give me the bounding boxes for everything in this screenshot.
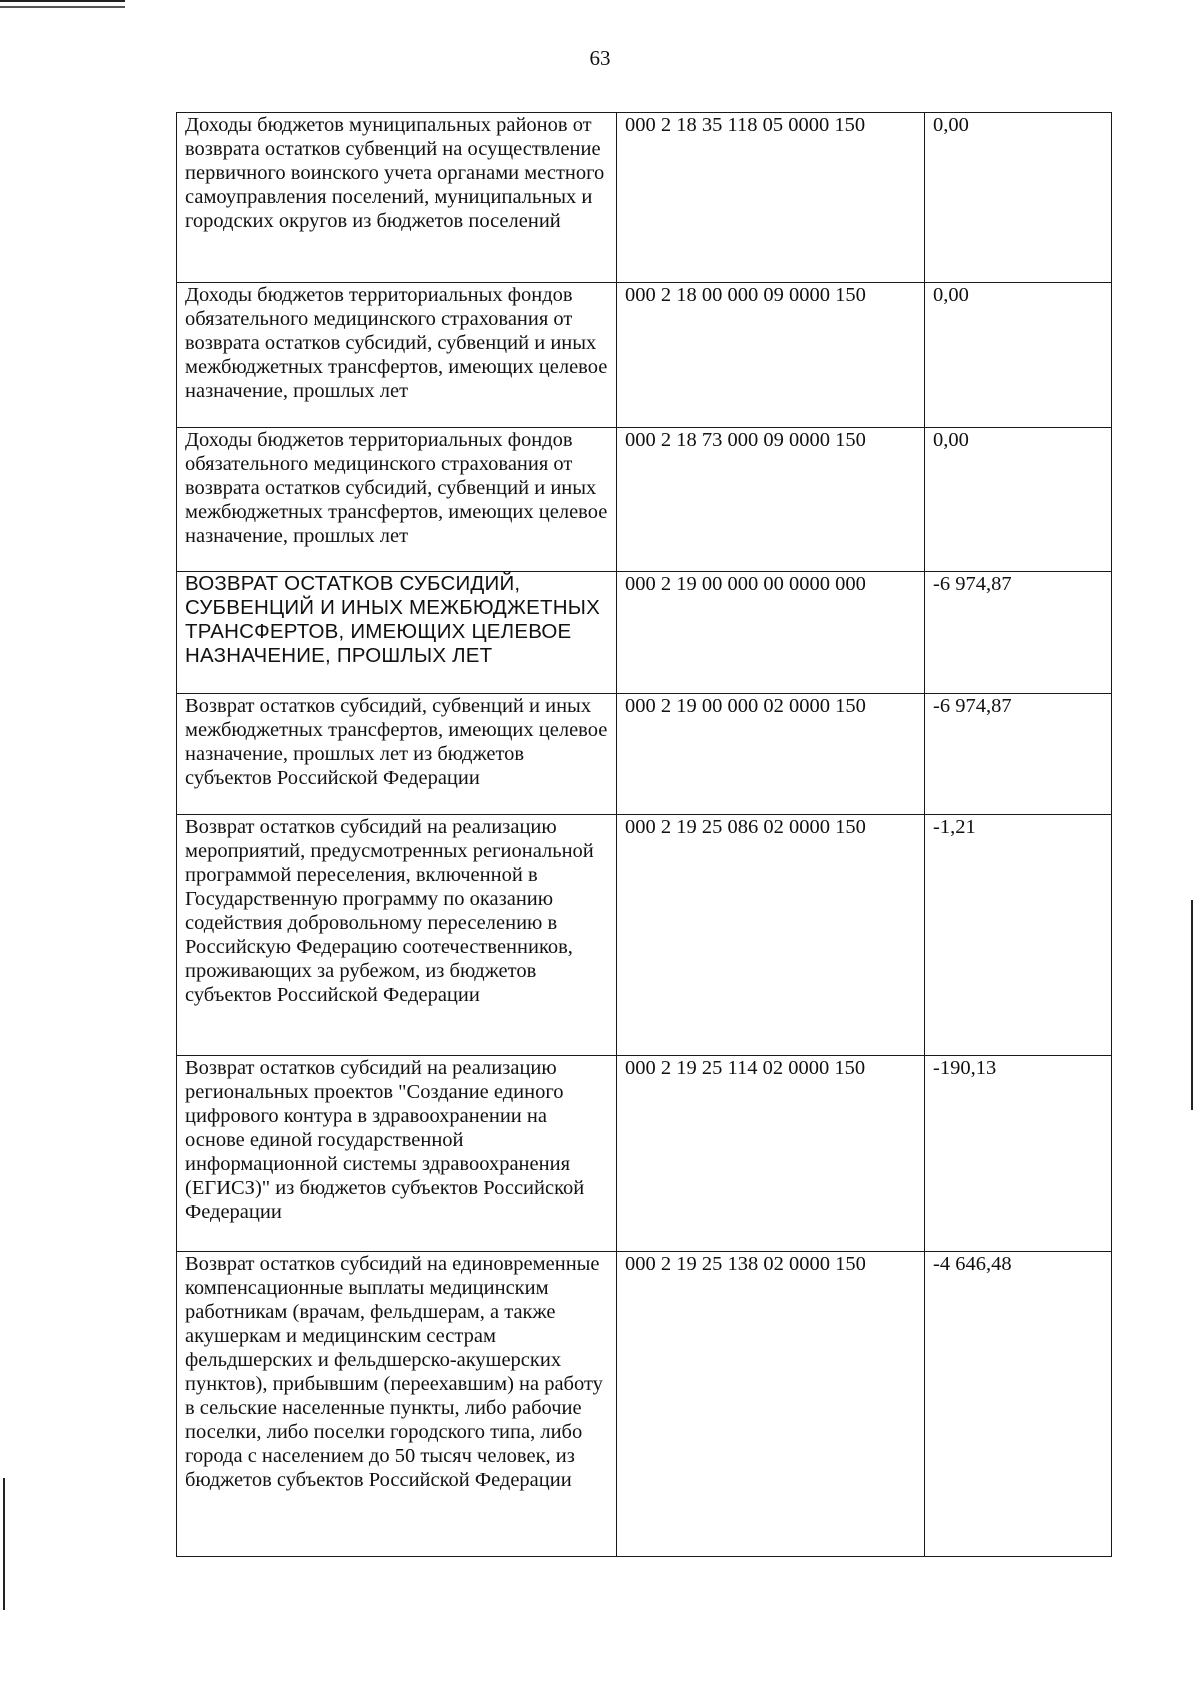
row-code-cell: 000 2 19 25 114 02 0000 150 <box>617 1056 925 1252</box>
row-code-cell: 000 2 19 00 000 00 0000 000 <box>617 572 925 694</box>
row-name-cell: Доходы бюджетов территориальных фондов обязательного медицинского страхования от возврата остатков субсидий, субвенций и иных межбюджетных трансфертов, имеющих целевое назначение, прошлых лет <box>177 428 617 572</box>
table-row <box>177 1252 1112 1557</box>
table-row <box>177 572 1112 694</box>
row-value-cell: 0,00 <box>925 428 1112 572</box>
row-code-cell: 000 2 19 25 138 02 0000 150 <box>617 1252 925 1557</box>
row-value-cell: -1,21 <box>925 815 1112 1056</box>
page-number: 63 <box>589 46 611 70</box>
table-row <box>177 283 1112 428</box>
row-value-cell: 0,00 <box>925 283 1112 428</box>
row-name-cell: ВОЗВРАТ ОСТАТКОВ СУБСИДИЙ, СУБВЕНЦИЙ И ИНЫХ МЕЖБЮДЖЕТНЫХ ТРАНСФЕРТОВ, ИМЕЮЩИХ ЦЕЛЕВОЕ НАЗНАЧЕНИЕ, ПРОШЛЫХ ЛЕТ <box>177 572 617 694</box>
scan-margin-line <box>1191 900 1193 1110</box>
scan-margin-line <box>3 1478 5 1610</box>
row-value-cell: -6 974,87 <box>925 694 1112 815</box>
row-name-cell: Возврат остатков субсидий на реализацию мероприятий, предусмотренных региональной программой переселения, включенной в Государственную программу по оказанию содействия добровольному переселению в Российскую Федерацию соотечественников, проживающих за рубежом, из бюджетов субъектов Российской Федерации <box>177 815 617 1056</box>
row-value-cell: -4 646,48 <box>925 1252 1112 1557</box>
row-code-cell: 000 2 18 35 118 05 0000 150 <box>617 113 925 283</box>
table-row <box>177 815 1112 1056</box>
table-row <box>177 694 1112 815</box>
table-row <box>177 113 1112 283</box>
budget-revenue-table <box>176 112 1112 1557</box>
scan-edge-mark <box>0 0 125 2</box>
row-value-cell: -190,13 <box>925 1056 1112 1252</box>
row-value-cell: 0,00 <box>925 113 1112 283</box>
row-code-cell: 000 2 19 25 086 02 0000 150 <box>617 815 925 1056</box>
row-value-cell: -6 974,87 <box>925 572 1112 694</box>
row-code-cell: 000 2 18 00 000 09 0000 150 <box>617 283 925 428</box>
row-name-cell: Возврат остатков субсидий на единовременные компенсационные выплаты медицинским работникам (врачам, фельдшерам, а также акушеркам и медицинским сестрам фельдшерских и фельдшерско-акушерских пунктов), прибывшим (переехавшим) на работу в сельские населенные пункты, либо рабочие поселки, либо поселки городского типа, либо города с населением до 50 тысяч человек, из бюджетов субъектов Российской Федерации <box>177 1252 617 1557</box>
row-name-cell: Доходы бюджетов территориальных фондов обязательного медицинского страхования от возврата остатков субсидий, субвенций и иных межбюджетных трансфертов, имеющих целевое назначение, прошлых лет <box>177 283 617 428</box>
row-code-cell: 000 2 18 73 000 09 0000 150 <box>617 428 925 572</box>
row-code-cell: 000 2 19 00 000 02 0000 150 <box>617 694 925 815</box>
row-name-cell: Возврат остатков субсидий, субвенций и иных межбюджетных трансфертов, имеющих целевое назначение, прошлых лет из бюджетов субъектов Российской Федерации <box>177 694 617 815</box>
row-name-cell: Возврат остатков субсидий на реализацию региональных проектов "Создание единого цифрового контура в здравоохранении на основе единой государственной информационной системы здравоохранения (ЕГИСЗ)" из бюджетов субъектов Российской Федерации <box>177 1056 617 1252</box>
table-row <box>177 1056 1112 1252</box>
table-body <box>177 113 1112 1557</box>
scan-edge-mark <box>0 6 125 8</box>
row-name-cell: Доходы бюджетов муниципальных районов от возврата остатков субвенций на осуществление первичного воинского учета органами местного самоуправления поселений, муниципальных и городских округов из бюджетов поселений <box>177 113 617 283</box>
table-row <box>177 428 1112 572</box>
